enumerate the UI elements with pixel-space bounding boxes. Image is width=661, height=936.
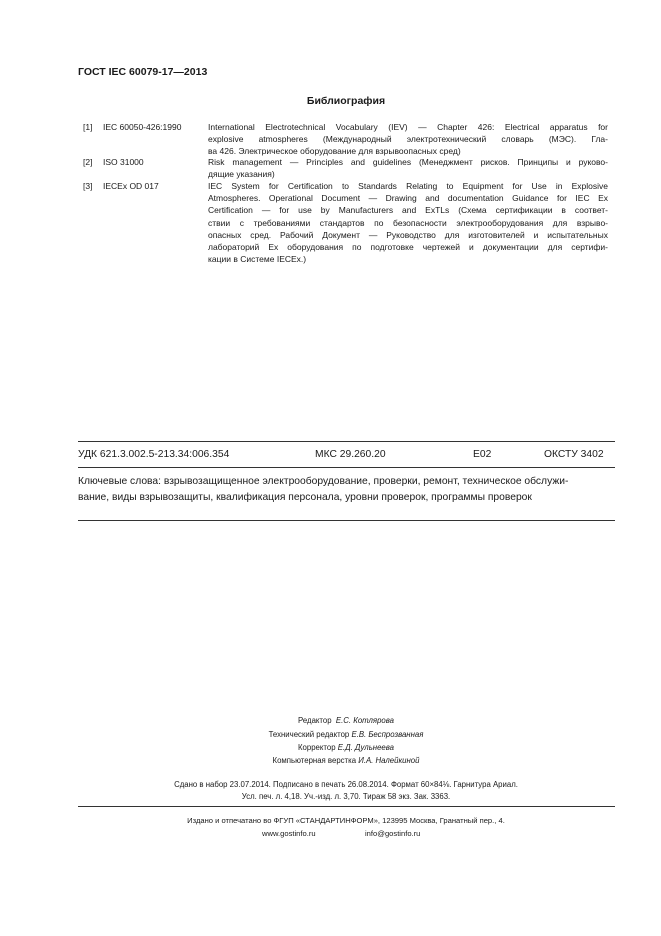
entry-reference: IECEx OD 017: [103, 181, 159, 191]
entry-line: Atmospheres. Operational Document — Drawing and documentation Guidance for IEC Ex: [208, 193, 608, 204]
tech-editor-line: [0, 730, 661, 739]
layout-line: [0, 756, 661, 765]
entry-text: [208, 121, 608, 158]
print-info-line: Сдано в набор 23.07.2014. Подписано в печать 26.08.2014. Формат 60×84⅛. Гарнитура Ариал.: [174, 780, 518, 789]
entry-line: explosive atmospheres (Международный электротехнический словарь (МЭС). Гла-: [208, 134, 608, 145]
layout-name: И.А. Налейкиной: [358, 756, 420, 765]
entry-number: [1]: [83, 122, 93, 132]
divider: [78, 806, 615, 807]
editor-name: Е.С. Котлярова: [335, 716, 394, 725]
mks-code: МКС 29.260.20: [315, 449, 386, 460]
entry-number: [2]: [83, 157, 93, 167]
udk-code: УДК 621.3.002.5-213.34:006.354: [78, 449, 230, 460]
bibliography-title: Библиография: [306, 95, 386, 107]
layout-label: Компьютерная верстка: [272, 756, 357, 765]
entry-reference: IEC 60050-426:1990: [103, 122, 182, 132]
entry-line: лабораторий Ex оборудования по подготовке чертежей и документации для сертифи-: [208, 242, 608, 253]
corrector-line: [0, 743, 661, 752]
tech-editor-name: Е.В. Беспрозванная: [351, 730, 424, 739]
standard-designation: ГОСТ IEC 60079-17—2013: [78, 66, 208, 78]
entry-line: опасных сред. Рабочий Документ — Руководство для изготовителей и испытательных: [208, 229, 608, 240]
entry-line: ствии с требованиями стандартов по безопасности электрооборудования для взрыво-: [208, 217, 608, 228]
category-code: E02: [473, 449, 492, 460]
publisher-website: www.gostinfo.ru: [262, 829, 316, 838]
entry-line: Certification — for use by Manufacturers and ExTLs (Схема сертификации в соответ-: [208, 205, 608, 216]
publisher-line: Издано и отпечатано во ФГУП «СТАНДАРТИНФОРМ», 123995 Москва, Гранатный пер., 4.: [187, 816, 505, 825]
entry-reference: ISO 31000: [103, 157, 144, 167]
editor-label: Редактор: [298, 716, 332, 725]
keywords-line: Ключевые слова: взрывозащищенное электрооборудование, проверки, ремонт, техническое обслужи-: [78, 476, 569, 487]
divider: [78, 441, 615, 442]
corrector-name: Е.Д. Дульнеева: [337, 743, 394, 752]
divider: [78, 520, 615, 521]
print-info-line: Усл. печ. л. 4,18. Уч.-изд. л. 3,70. Тираж 58 экз. Зак. 3363.: [241, 792, 451, 801]
okstu-code: ОКСТУ 3402: [544, 449, 604, 460]
entry-line: IEC System for Certification to Standards Relating to Equipment for Use in Explosive: [208, 181, 608, 191]
entry-line: Risk management — Principles and guidelines (Менеджмент рисков. Принципы и руково-: [208, 157, 608, 167]
entry-line: ва 426. Электрическое оборудование для взрывоопасных сред): [208, 146, 461, 157]
corrector-label: Корректор: [298, 743, 336, 752]
entry-line: кации в Системе IECEx.): [208, 254, 307, 265]
entry-line: дящие указания): [208, 169, 275, 180]
keywords: [78, 474, 615, 506]
divider: [78, 467, 615, 468]
entry-text: [208, 156, 608, 180]
keywords-line: вание, виды взрывозащиты, квалификация персонала, уровни проверок, программы проверок: [78, 492, 532, 503]
editor-line: [0, 716, 661, 725]
entry-line: International Electrotechnical Vocabulary (IEV) — Chapter 426: Electrical apparatus for: [208, 122, 608, 132]
tech-editor-label: Технический редактор: [268, 730, 350, 739]
entry-text: [208, 180, 608, 265]
publisher-email: info@gostinfo.ru: [365, 829, 421, 838]
entry-number: [3]: [83, 181, 93, 191]
